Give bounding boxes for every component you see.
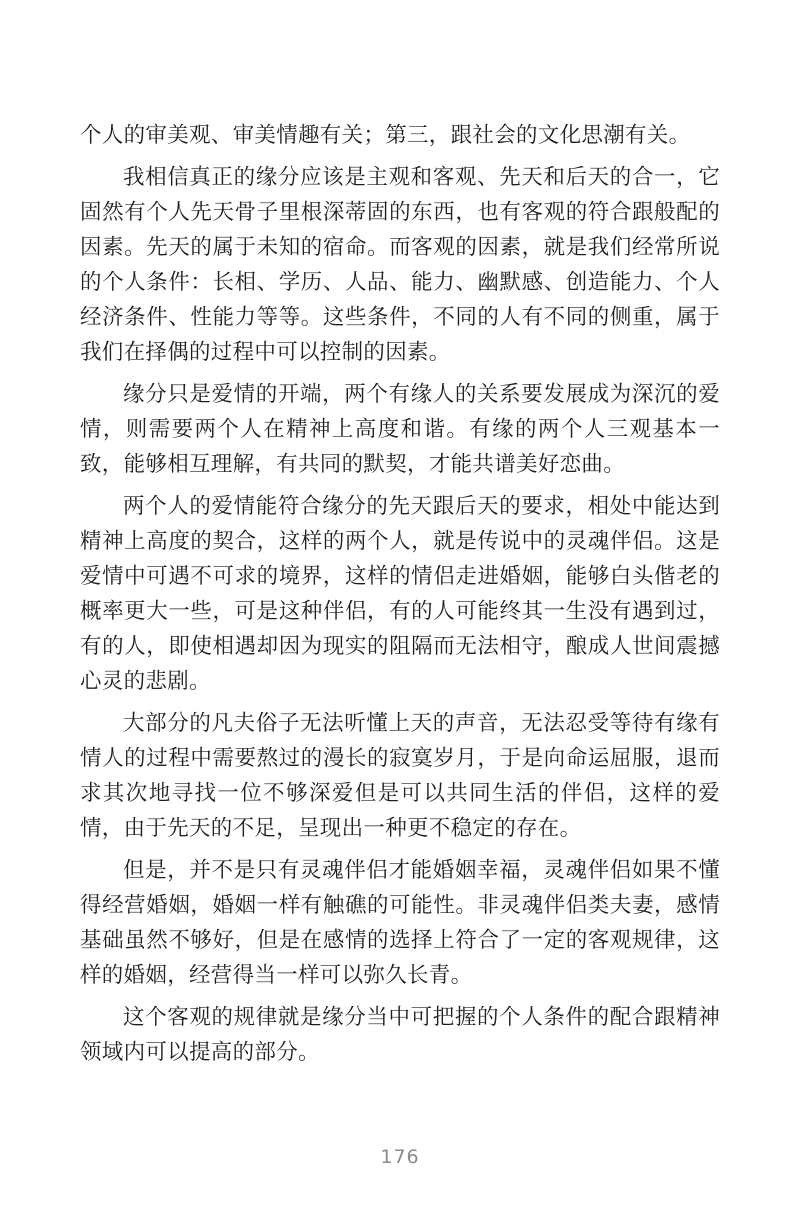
paragraph-4: 两个人的爱情能符合缘分的先天跟后天的要求，相处中能达到精神上高度的契合，这样的两个人，就是传说中的灵魂伴侣。这是爱情中可遇不可求的境界，这样的情侣走进婚姻，能够白头偕老的概率更大一些，可是这种伴侣，有的人可能终其一生没有遇到过，有的人，即使相遇却因为现实的阻隔而无法相守，酿成人世间震撼心灵的悲剧。 [80, 494, 720, 694]
paragraph-2: 我相信真正的缘分应该是主观和客观、先天和后天的合一，它固然有个人先天骨子里根深蒂固的东西，也有客观的符合跟般配的因素。先天的属于未知的宿命。而客观的因素，就是我们经常所说的个人条件：长相、学历、人品、能力、幽默感、创造能力、个人经济条件、性能力等等。这些条件，不同的人有不同的侧重，属于我们在择偶的过程中可以控制的因素。 [80, 165, 720, 365]
page-body [80, 118, 720, 1070]
paragraph-1: 个人的审美观、审美情趣有关；第三，跟社会的文化思潮有关。 [80, 123, 691, 148]
paragraph-7: 这个客观的规律就是缘分当中可把握的个人条件的配合跟精神领域内可以提高的部分。 [80, 1005, 720, 1065]
paragraph-3: 缘分只是爱情的开端，两个有缘人的关系要发展成为深沉的爱情，则需要两个人在精神上高度和谐。有缘的两个人三观基本一致，能够相互理解，有共同的默契，才能共谱美好恋曲。 [80, 382, 720, 477]
paragraph-5: 大部分的凡夫俗子无法听懂上天的声音，无法忍受等待有缘有情人的过程中需要熬过的漫长的寂寞岁月，于是向命运屈服，退而求其次地寻找一位不够深爱但是可以共同生活的伴侣，这样的爱情，由于先天的不足，呈现出一种更不稳定的存在。 [80, 711, 720, 841]
paragraph-6: 但是，并不是只有灵魂伴侣才能婚姻幸福，灵魂伴侣如果不懂得经营婚姻，婚姻一样有触礁的可能性。非灵魂伴侣类夫妻，感情基础虽然不够好，但是在感情的选择上符合了一定的客观规律，这样的婚姻，经营得当一样可以弥久长青。 [80, 858, 720, 988]
page-number: 176 [380, 1146, 420, 1168]
